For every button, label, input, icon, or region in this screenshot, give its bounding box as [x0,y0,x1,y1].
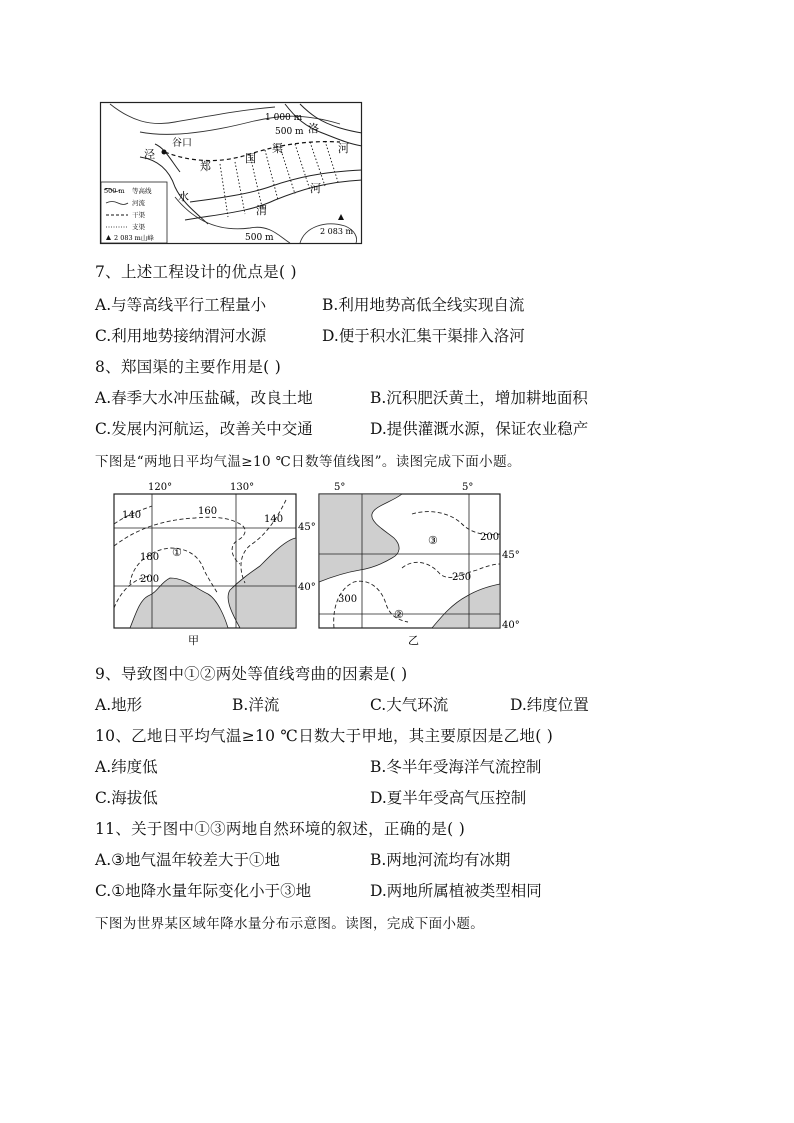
svg-text:300: 300 [338,594,358,605]
svg-text:500 m: 500 m [245,233,274,243]
svg-text:甲: 甲 [188,634,199,647]
intro-precipitation-map: 下图为世界某区域年降水量分布示意图。读图，完成下面小题。 [95,916,485,932]
question-11-stem: 11、关于图中①③两地自然环境的叙述，正确的是( ) [95,820,466,838]
svg-text:250: 250 [452,572,472,583]
svg-text:洛: 洛 [308,122,319,135]
q9-option-a[interactable]: A.地形 [95,696,143,714]
q11-option-b[interactable]: B.两地河流均有冰期 [370,851,511,869]
svg-text:水: 水 [178,190,189,203]
intro-temperature-maps: 下图是“两地日平均气温≥10 ℃日数等值线图”。读图完成下面小题。 [95,454,521,470]
svg-text:泾: 泾 [144,148,155,161]
q9-option-c[interactable]: C.大气环流 [370,696,449,714]
q9-option-b[interactable]: B.洋流 [232,696,280,714]
question-7-stem: 7、上述工程设计的优点是( ) [95,263,297,281]
svg-text:河: 河 [338,142,349,155]
svg-text:140: 140 [264,514,284,525]
svg-text:郑: 郑 [200,160,211,173]
svg-text:国: 国 [245,152,256,165]
q8-option-b[interactable]: B.沉积肥沃黄土，增加耕地面积 [370,389,588,407]
q8-option-a[interactable]: A.春季大水冲压盐碱，改良土地 [95,389,313,407]
svg-text:1 000 m: 1 000 m [265,113,303,123]
svg-text:500 m: 500 m [275,127,304,137]
map-jia [100,478,316,648]
svg-text:河: 河 [310,182,321,195]
svg-text:乙: 乙 [408,634,419,647]
svg-text:支渠: 支渠 [132,223,145,231]
q11-option-d[interactable]: D.两地所属植被类型相同 [370,882,542,900]
q9-option-d[interactable]: D.纬度位置 [510,696,589,714]
map-yi [312,478,524,648]
svg-text:①: ① [172,546,182,559]
svg-text:2 083 m: 2 083 m [320,227,354,236]
svg-text:等高线: 等高线 [132,187,152,195]
svg-text:500 m: 500 m [104,187,125,195]
svg-text:130°: 130° [230,482,255,493]
q7-option-a[interactable]: A.与等高线平行工程量小 [95,296,267,314]
svg-text:200: 200 [140,574,160,585]
map1-legend [101,182,167,243]
question-9-stem: 9、导致图中①②两处等值线弯曲的因素是( ) [95,665,408,683]
svg-text:45°: 45° [298,522,316,533]
q10-option-a[interactable]: A.纬度低 [95,758,158,776]
q7-option-c[interactable]: C.利用地势接纳渭河水源 [95,327,267,345]
zhengguo-canal-map [100,102,362,244]
svg-text:5°: 5° [334,482,346,493]
svg-text:③: ③ [428,534,438,547]
q10-option-b[interactable]: B.冬半年受海洋气流控制 [370,758,542,776]
svg-text:渠: 渠 [272,142,283,155]
q8-option-d[interactable]: D.提供灌溉水源，保证农业稳产 [370,420,589,438]
svg-text:40°: 40° [298,582,316,593]
svg-text:2 083 m山峰: 2 083 m山峰 [114,234,154,242]
svg-text:40°: 40° [502,620,520,631]
question-8-stem: 8、郑国渠的主要作用是( ) [95,358,282,376]
svg-text:干渠: 干渠 [132,211,145,219]
svg-text:渭: 渭 [256,204,267,217]
svg-text:②: ② [394,608,404,621]
svg-text:140: 140 [122,510,142,521]
svg-text:河流: 河流 [132,199,145,207]
svg-text:5°: 5° [462,482,474,493]
q8-option-c[interactable]: C.发展内河航运，改善关中交通 [95,420,313,438]
svg-text:谷口: 谷口 [172,138,192,149]
guko-point [162,150,167,155]
q7-option-d[interactable]: D.便于积水汇集干渠排入洛河 [322,327,525,345]
question-10-stem: 10、乙地日平均气温≥10 ℃日数大于甲地，其主要原因是乙地( ) [95,727,554,745]
svg-text:160: 160 [198,506,218,517]
q11-option-c[interactable]: C.①地降水量年际变化小于③地 [95,882,312,900]
q7-option-b[interactable]: B.利用地势高低全线实现自流 [322,296,525,314]
q11-option-a[interactable]: A.③地气温年较差大于①地 [95,851,281,869]
svg-text:120°: 120° [148,482,173,493]
svg-text:200: 200 [480,532,500,543]
svg-text:45°: 45° [502,550,520,561]
svg-text:180: 180 [140,552,160,563]
q10-option-c[interactable]: C.海拔低 [95,789,158,807]
q10-option-d[interactable]: D.夏半年受高气压控制 [370,789,527,807]
